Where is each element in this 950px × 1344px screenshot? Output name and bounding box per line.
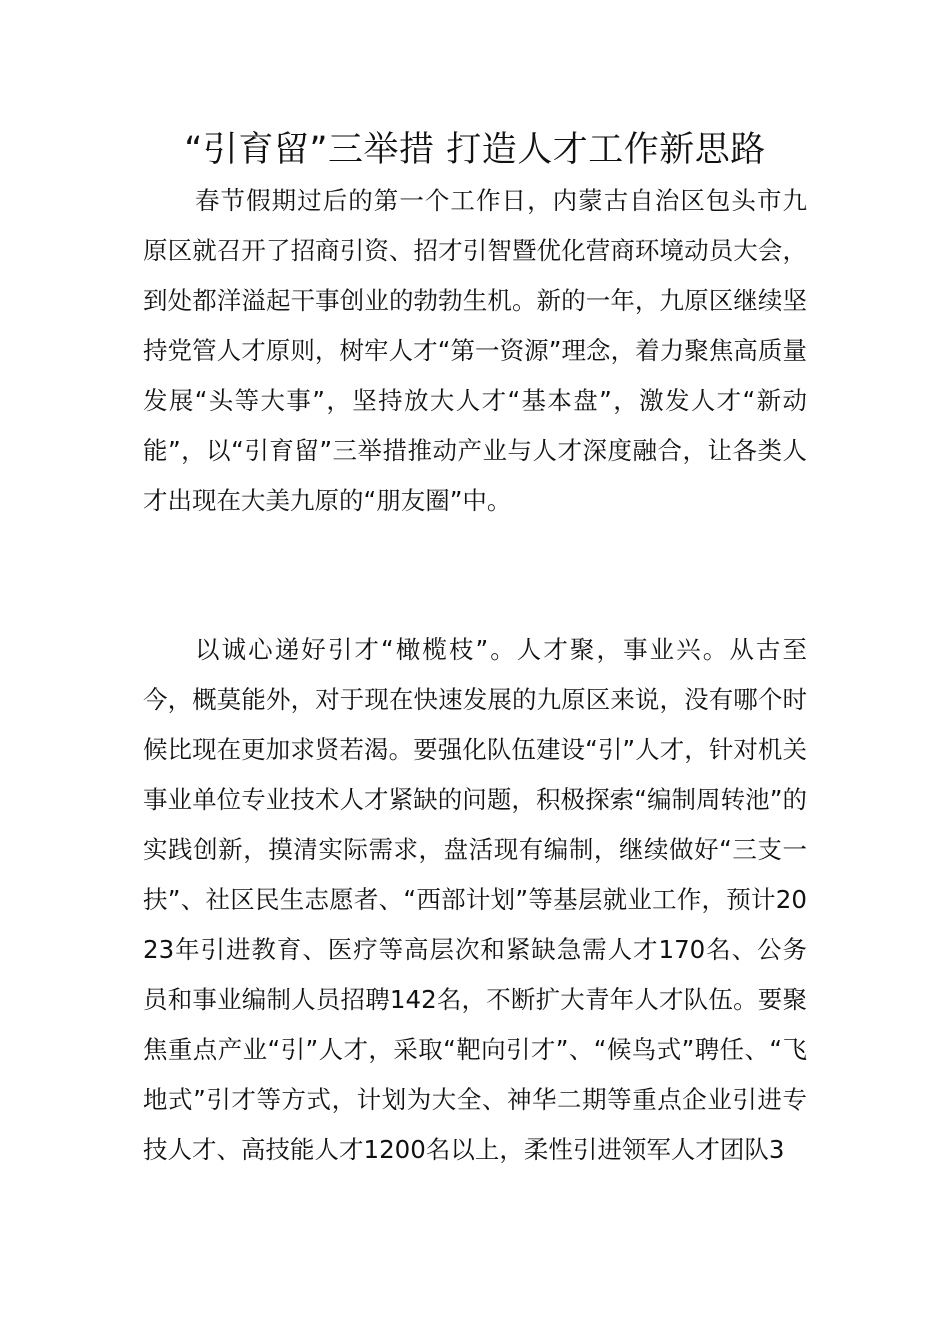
document-title: “引育留”三举措 打造人才工作新思路: [184, 130, 766, 170]
body-paragraph: 春节假期过后的第一个工作日，内蒙古自治区包头市九原区就召开了招商引资、招才引智暨优化营商环境动员大会，到处都洋溢起干事创业的勃勃生机。新的一年，九原区继续坚持党管人才原则，树牢人才“第一资源”理念，着力聚焦高质量发展“头等大事”，坚持放大人才“基本盘”，激发人才“新动能”，以“引育留”三举措推动产业与人才深度融合，让各类人才出现在大美九原的“朋友圈”中。: [143, 186, 807, 515]
body-paragraph: 以诚心递好引才“橄榄枝”。人才聚，事业兴。从古至今，概莫能外，对于现在快速发展的九原区来说，没有哪个时候比现在更加求贤若渴。要强化队伍建设“引”人才，针对机关事业单位专业技术人才紧缺的问题，积极探索“编制周转池”的实践创新，摸清实际需求，盘活现有编制，继续做好“三支一扶”、社区民生志愿者、“西部计划”等基层就业工作，预计2023年引进教育、医疗等高层次和紧缺急需人才170名、公务员和事业编制人员招聘142名，不断扩大青年人才队伍。要聚焦重点产业“引”人才，采取“靶向引才”、“候鸟式”聘任、“飞地式”引才等方式，计划为大全、神华二期等重点企业引进专技人才、高技能人才1200名以上，柔性引进领军人才团队3: [143, 635, 807, 1164]
